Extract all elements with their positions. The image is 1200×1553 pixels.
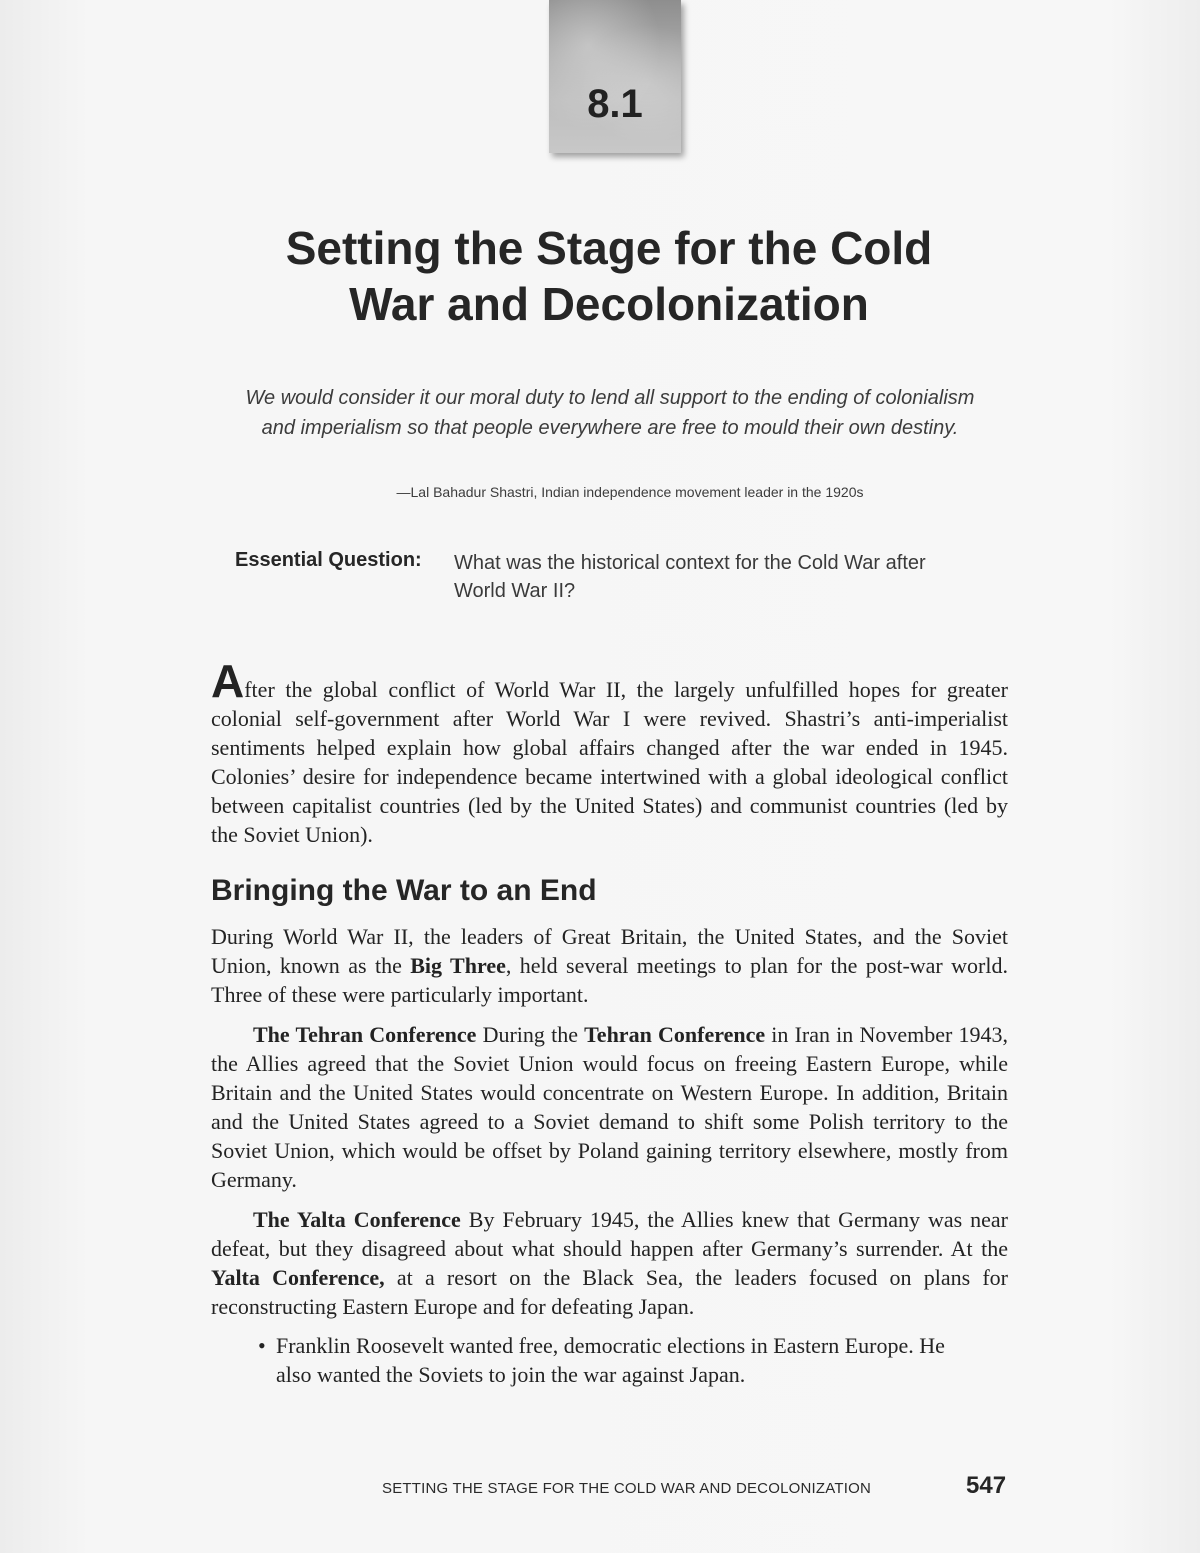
epigraph-attribution: —Lal Bahadur Shastri, Indian independence movement leader in the 1920s — [396, 484, 864, 500]
title-line-1: Setting the Stage for the Cold — [285, 222, 933, 274]
running-head: SETTING THE STAGE FOR THE COLD WAR AND DECOLONIZATION — [382, 1480, 871, 1497]
runin-tehran: The Tehran Conference — [253, 1022, 477, 1047]
term-big-three: Big Three — [410, 953, 506, 978]
section-number: 8.1 — [587, 82, 643, 126]
term-yalta: Yalta Conference, — [211, 1265, 385, 1290]
essential-question-label: Essential Question: — [235, 549, 422, 571]
section-tab — [549, 0, 681, 153]
p1-text-b: , held several meetings to plan for the post-war world. Three of these were particularly important. — [211, 953, 1008, 1007]
bullet-text: Franklin Roosevelt wanted free, democratic elections in Eastern Europe. He also wanted the Soviets to join the war against Japan. — [276, 1333, 945, 1387]
bullet-icon: • — [258, 1333, 266, 1358]
section-heading: Bringing the War to an End — [211, 874, 597, 907]
title-line-2: War and Decolonization — [349, 278, 869, 330]
drop-cap: A — [211, 655, 245, 707]
p3-text-a: By February 1945, the Allies knew that Germany was near defeat, but they disagreed about what should happen after Germany’s surrender. At the — [211, 1207, 1009, 1261]
p2-text-b: in Iran in November 1943, the Allies agreed that the Soviet Union would focus on freeing Eastern Europe, while Britain and the United States would concentrate on Western Europe. In addition, Britain and the United States agreed to a Soviet demand to shift some Polish territory to the Soviet Union, which would be offset by Poland gaining territory elsewhere, mostly from Germany. — [211, 1022, 1009, 1192]
runin-yalta: The Yalta Conference — [253, 1207, 461, 1232]
paragraph-tehran — [211, 1020, 1008, 1194]
essential-question-text: What was the historical context for the Cold War after World War II? — [454, 552, 926, 602]
paragraph-yalta — [211, 1205, 1008, 1321]
p3-text-b: at a resort on the Black Sea, the leaders focused on plans for reconstructing Eastern Europe and for defeating Japan. — [211, 1265, 1008, 1319]
p2-text-a: During the — [476, 1022, 585, 1047]
list-item — [258, 1331, 958, 1389]
page-number: 547 — [966, 1472, 1007, 1499]
chapter-title — [150, 220, 1068, 332]
intro-text: fter the global conflict of World War II, the largely unfulfilled hopes for greater colonial self-government after World War I were revived. Shastri’s anti-imperialist sentiments helped explain how global affairs changed after the war ended in 1945. Colonies’ desire for independence became intertwined with a global ideological conflict between capitalist countries (led by the United States) and communist countries (led by the Soviet Union). — [211, 677, 1008, 847]
term-tehran: Tehran Conference — [584, 1022, 766, 1047]
intro-paragraph — [211, 655, 1008, 849]
paragraph-big-three — [211, 922, 1008, 1009]
p1-text-a: During World War II, the leaders of Great Britain, the United States, and the Soviet Union, known as the — [211, 924, 1008, 978]
epigraph-quote: We would consider it our moral duty to lend all support to the ending of colonialism and imperialism so that people everywhere are free to mould their own destiny. — [245, 387, 975, 439]
